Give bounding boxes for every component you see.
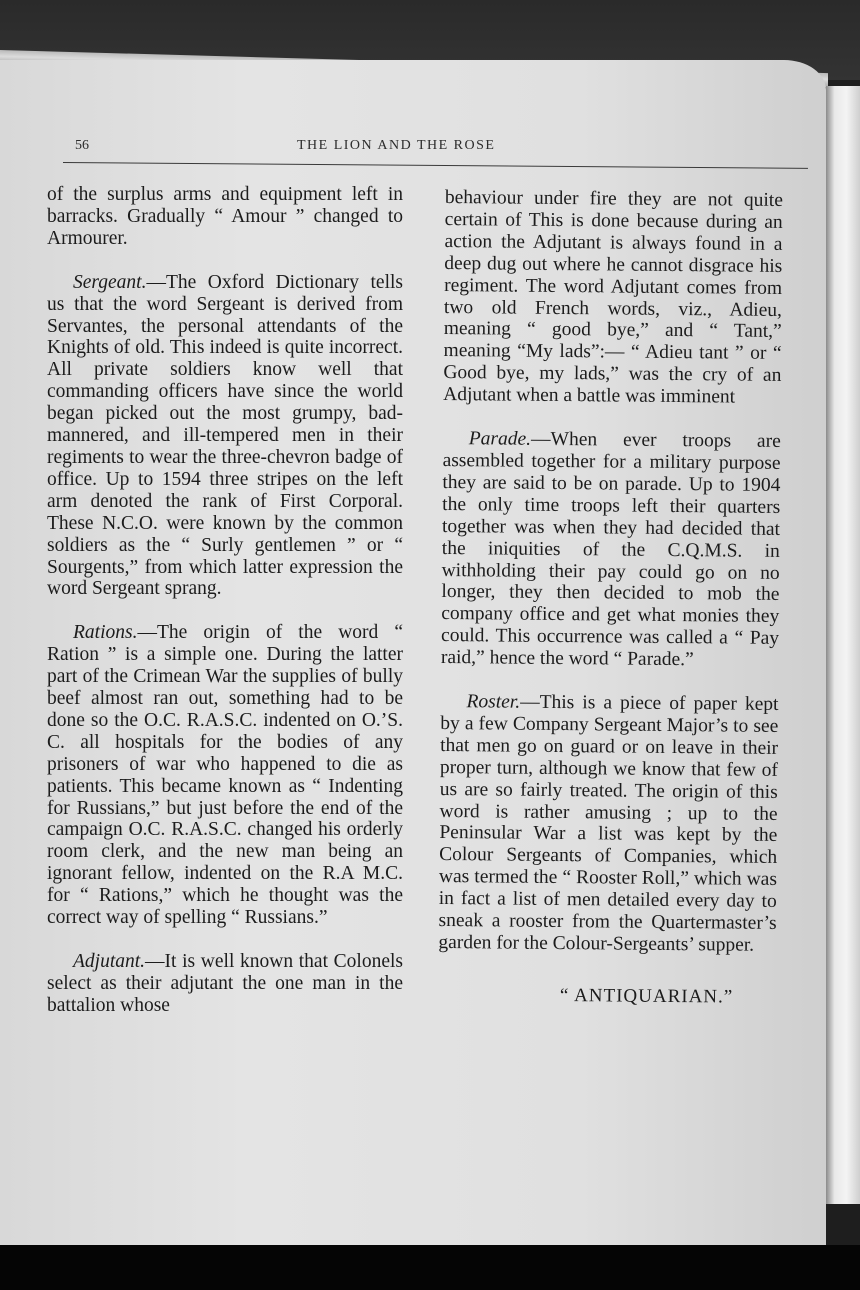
entry-term: Adjutant. (73, 951, 146, 972)
dark-background-bottom (0, 1245, 860, 1290)
left-column (47, 184, 403, 1017)
entry-text: —The Oxford Dictionary tells us that the word Sergeant is derived from Servantes, the personal attendants of the Knights of old. This indeed is quite incorrect. All private soldiers know well that commanding officers have since the world began picked out the most grumpy, bad-mannered, and ill-tempered men in their regiments to wear the three-chevron badge of office. Up to 1594 three stripes on the left arm denoted the rank of First Corporal. These N.C.O. were known by the common soldiers as the “ Surly gentlemen ” or “ Sourgents,” from which latter expression the word Sergeant sprang. (47, 271, 403, 600)
paragraph-gap (443, 406, 781, 431)
entry-text: —When ever troops are assembled together for a military purpose they are said to be on parade. Up to 1904 the only time troops left their quarters together was when they had decided that the iniquities of the C.Q.M.S. in withholding their pay could go on no longer, they then decided to mob the company office and get what monies they could. This occurrence was called a “ Pay raid,” hence the word “ Parade.” (440, 428, 781, 671)
running-head-title: THE LION AND THE ROSE (297, 138, 496, 153)
paragraph-continuation: of the surplus arms and equipment left in barracks. Gradually “ Amour ” changed to Armourer. (47, 184, 403, 249)
paragraph-gap (47, 929, 403, 951)
entry-adjutant (47, 951, 403, 1017)
entry-term: Parade. (468, 428, 532, 450)
paragraph-gap (47, 600, 403, 622)
paragraph-gap (441, 669, 779, 694)
entry-text: —The origin of the word “ Ration ” is a simple one. During the latter part of the Crimean War the supplies of bully beef almost ran out, something had to be done so the O.C. R.A.S.C. indented on O.’S. C. all hospitals for the bodies of any prisoners of war who happened to die as patients. This became known as “ Indenting for Russians,” but just before the end of the campaign O.C. R.A.S.C. changed his orderly room clerk, and the new man being an ignorant fellow, indented on the R.A M.C. for “ Rations,” which he thought was the correct way of spelling “ Russians.” (47, 622, 403, 929)
author-signature: “ ANTIQUARIAN.” (559, 984, 734, 1008)
entry-sergeant (47, 272, 403, 601)
entry-term: Sergeant. (73, 271, 147, 293)
entry-parade (441, 428, 781, 672)
entry-text: —It is well known that Colonels select as their adjutant the one man in the battalion whose (47, 951, 403, 1016)
paragraph-gap (47, 250, 403, 272)
entry-roster (438, 691, 778, 957)
entry-text: —This is a piece of paper kept by a few Company Sergeant Major’s to see that men go on guard or on leave in their proper turn, although we know that few of us are so fairly treated. The origin of this word is rather amusing ; up to the Peninsular War a list was kept by the Colour Sergeants of Companies, which was termed the “ Rooster Roll,” which was in fact a list of men detailed every day to sneak a rooster from the Quartermaster’s garden for the Colour-Sergeants’ supper. (438, 691, 779, 956)
running-header (75, 138, 795, 158)
page-number: 56 (75, 138, 89, 153)
entry-rations (47, 622, 403, 929)
entry-term: Roster. (466, 691, 521, 713)
right-column (438, 187, 783, 1009)
adjacent-page-edge (826, 86, 860, 1204)
entry-term: Rations. (73, 622, 138, 644)
paragraph-adjutant-continued: behaviour under fire they are not quite certain of This is done because during an action the Adjutant is always found in a deep dug out where he cannot disgrace his regiment. The word Adjutant comes from two old French words, viz., Adieu, meaning “ good bye,” and “ Tant,” meaning “My lads”:— “ Adieu tant ” or “ Good bye, my lads,” was the cry of an Adjutant when a battle was imminent (443, 187, 783, 408)
